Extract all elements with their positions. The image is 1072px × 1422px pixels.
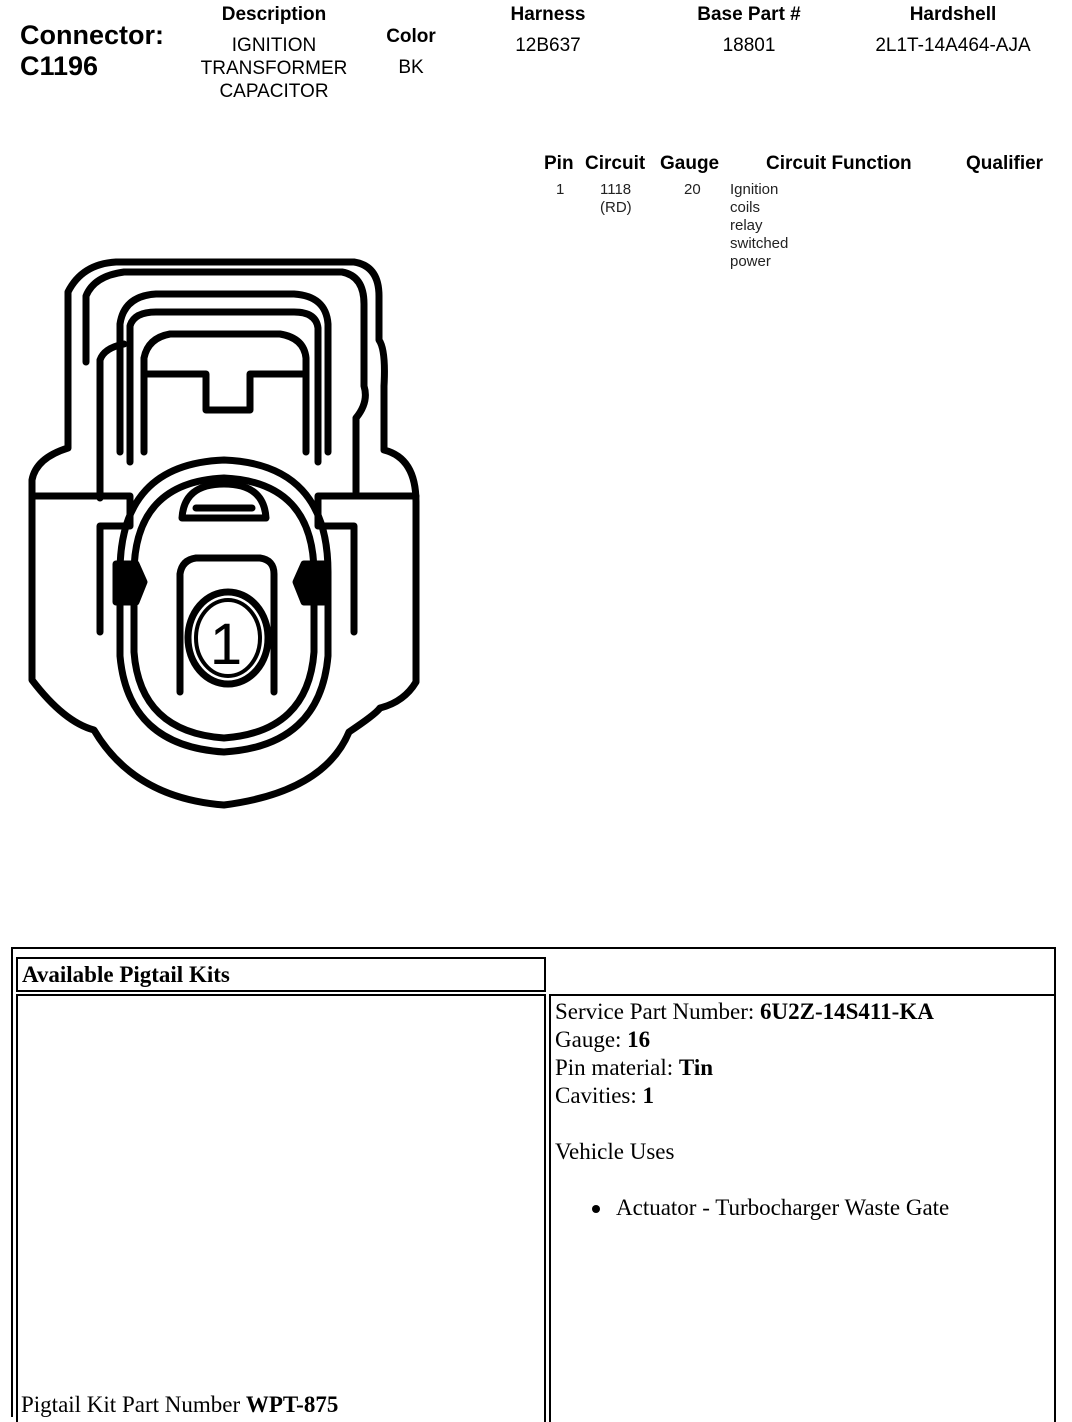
gauge-label: Gauge: bbox=[555, 1027, 628, 1052]
vehicle-uses-list bbox=[555, 1194, 949, 1222]
harness-title: Harness bbox=[510, 4, 586, 25]
vehicle-use-text: Actuator - Turbocharger Waste Gate bbox=[616, 1195, 950, 1220]
hardshell-column bbox=[852, 4, 1054, 57]
pigtail-kit-part-number: WPT-875 bbox=[245, 1392, 339, 1417]
base-part-value: 18801 bbox=[722, 35, 776, 56]
service-part-row bbox=[555, 998, 949, 1026]
right-lock bbox=[296, 564, 324, 602]
harness-value: 12B637 bbox=[515, 35, 581, 56]
connector-label-prefix: Connector: bbox=[20, 20, 164, 50]
description-line: CAPACITOR bbox=[219, 81, 329, 102]
gauge-value: 16 bbox=[627, 1027, 651, 1052]
housing-outline bbox=[32, 262, 416, 805]
pigtail-kit-details bbox=[555, 998, 949, 1222]
pigtail-kits-title: Available Pigtail Kits bbox=[22, 962, 230, 987]
connector-label bbox=[20, 20, 164, 82]
cavities-label: Cavities: bbox=[555, 1083, 643, 1108]
gauge-header: Gauge bbox=[660, 153, 720, 174]
pigtail-kit-details-cell bbox=[549, 994, 1056, 1422]
circuit-cell bbox=[600, 181, 632, 217]
pigtail-kit-part bbox=[21, 1392, 338, 1418]
color-title: Color bbox=[386, 26, 436, 47]
pin-header: Pin bbox=[544, 153, 574, 174]
vehicle-use-item bbox=[555, 1194, 949, 1222]
gauge-row bbox=[555, 1026, 949, 1054]
pin-material-row bbox=[555, 1054, 949, 1082]
gauge-cell: 20 bbox=[684, 181, 701, 198]
description-column bbox=[188, 4, 360, 103]
circuit-function-line: Ignition coils relay switched bbox=[730, 181, 789, 252]
bullet-icon bbox=[592, 1205, 600, 1213]
circuit-header: Circuit bbox=[585, 153, 646, 174]
cavities-row bbox=[555, 1082, 949, 1110]
description-value bbox=[188, 34, 360, 103]
color-column bbox=[370, 26, 452, 79]
circuit-function-cell bbox=[730, 181, 788, 271]
description-line: IGNITION bbox=[231, 35, 317, 56]
connector-id: C1196 bbox=[20, 51, 99, 81]
base-part-column bbox=[678, 4, 820, 57]
pin-cell: 1 bbox=[556, 181, 565, 198]
pin-material-value: Tin bbox=[678, 1055, 714, 1080]
description-title: Description bbox=[221, 4, 327, 25]
circuit-number: 1118 bbox=[600, 181, 632, 198]
hardshell-title: Hardshell bbox=[909, 4, 997, 25]
hardshell-value: 2L1T-14A464-AJA bbox=[875, 35, 1031, 56]
pin-material-label: Pin material: bbox=[555, 1055, 679, 1080]
pin-1-label: 1 bbox=[209, 612, 243, 677]
vehicle-uses-label: Vehicle Uses bbox=[555, 1139, 675, 1164]
pigtail-kit-part-label: Pigtail Kit Part Number bbox=[21, 1392, 246, 1417]
color-value: BK bbox=[398, 57, 424, 78]
service-part-number: 6U2Z-14S411-KA bbox=[760, 999, 934, 1024]
pigtail-kits-title-cell bbox=[16, 957, 546, 992]
pigtail-kit-image-cell bbox=[16, 994, 546, 1422]
circuit-function-header: Circuit Function bbox=[766, 153, 912, 174]
circuit-function-line: power bbox=[730, 253, 771, 270]
key-dome bbox=[182, 484, 266, 518]
latch-tab bbox=[144, 334, 306, 452]
latch-notch bbox=[144, 374, 306, 410]
left-lock bbox=[116, 564, 144, 602]
cavities-value: 1 bbox=[642, 1083, 655, 1108]
harness-column bbox=[487, 4, 609, 57]
service-part-label: Service Part Number: bbox=[555, 999, 761, 1024]
right-flange bbox=[318, 496, 416, 632]
qualifier-header: Qualifier bbox=[966, 153, 1044, 174]
connector-face-diagram bbox=[24, 252, 424, 817]
base-part-title: Base Part # bbox=[697, 4, 801, 25]
circuit-color: (RD) bbox=[600, 199, 632, 216]
description-line: TRANSFORMER bbox=[200, 58, 348, 79]
